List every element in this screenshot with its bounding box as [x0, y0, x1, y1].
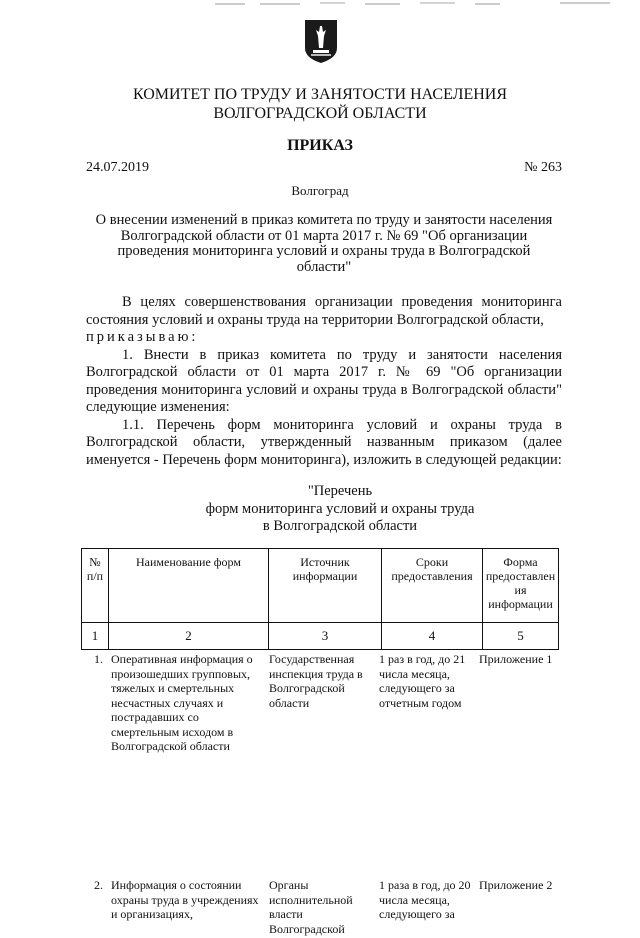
body-paragraph-3: 1.1. Перечень форм мониторинга условий и охраны труда в Волгоградской области, утвержденный названным приказом (далее именуется - Перечень форм мониторинга), изложить в следующей редакции:	[86, 416, 562, 468]
row-deadline: 1 раза в год, до 20 числа месяца, следующего за	[379, 878, 471, 921]
document-number: № 263	[524, 160, 562, 175]
document-body	[86, 294, 562, 469]
document-date: 24.07.2019	[86, 160, 149, 175]
list-title-line-2: форм мониторинга условий и охраны труда	[205, 500, 475, 517]
subject-line-3: проведения мониторинга условий и охраны труда в Волгоградской	[117, 243, 531, 259]
forms-table-header	[81, 548, 559, 650]
list-title-line-3: в Волгоградской области	[262, 518, 418, 534]
column-header-form: Форма предоставлен ия информации	[483, 549, 559, 623]
row-number: 2.	[94, 878, 103, 892]
list-title	[180, 483, 500, 536]
row-form-name: Оперативная информация о произошедших групповых, тяжелых и смертельных несчастных случаях и пострадавших со смертельным исходом в Волгоградской области	[111, 652, 253, 753]
column-number-4: 4	[382, 623, 483, 650]
row-number: 1.	[94, 652, 103, 666]
committee-line-2: ВОЛГОГРАДСКОЙ ОБЛАСТИ	[213, 105, 427, 122]
forms-table-body	[81, 652, 559, 936]
row-source: Государственная инспекция труда в Волгоградской области	[269, 652, 363, 710]
subject-line-1: О внесении изменений в приказ комитета по труду и занятости населения	[95, 212, 553, 228]
document-type: ПРИКАЗ	[287, 137, 353, 154]
column-number-1: 1	[82, 623, 109, 650]
body-paragraph-1: В целях совершенствования организации проведения мониторинга состояния условий и охраны труда на территории Волгоградской области,	[86, 294, 562, 328]
column-number-2: 2	[109, 623, 269, 650]
list-title-line-1: "Перечень	[307, 483, 373, 499]
committee-line-1: КОМИТЕТ ПО ТРУДУ И ЗАНЯТОСТИ НАСЕЛЕНИЯ	[132, 86, 508, 103]
column-number-5: 5	[483, 623, 559, 650]
committee-name	[0, 85, 640, 123]
subject-line-4: области"	[296, 258, 352, 275]
row-form-type: Приложение 1	[479, 652, 553, 666]
row-form-type: Приложение 2	[479, 878, 553, 892]
row-deadline: 1 раз в год, до 21 числа месяца, следующего за отчетным годом	[379, 652, 466, 710]
table-row	[81, 878, 559, 938]
row-source: Органы исполнительной власти Волгоградской	[269, 878, 353, 936]
subject-line-2: Волгоградской области от 01 марта 2017 г. № 69 "Об организации	[120, 227, 528, 244]
column-header-deadline: Сроки предоставления	[382, 549, 483, 623]
order-word: приказываю:	[86, 329, 199, 345]
volgograd-coat-of-arms-icon	[303, 18, 339, 64]
column-header-number: № п/п	[82, 549, 109, 623]
scan-artifacts	[0, 0, 640, 12]
document-subject	[86, 213, 562, 275]
row-form-name: Информация о состоянии охраны труда в учреждениях и организациях,	[111, 878, 259, 921]
column-header-name: Наименование форм	[109, 549, 269, 623]
document-city: Волгоград	[291, 183, 349, 198]
column-number-3: 3	[269, 623, 382, 650]
body-paragraph-2: 1. Внести в приказ комитета по труду и занятости населения Волгоградской области от 01 марта 2017 г. № 69 "Об организации проведения мониторинга условий и охраны труда в Волгоградской области" следующие изменения:	[86, 346, 562, 415]
table-row	[81, 652, 559, 764]
column-header-source: Источник информации	[269, 549, 382, 623]
